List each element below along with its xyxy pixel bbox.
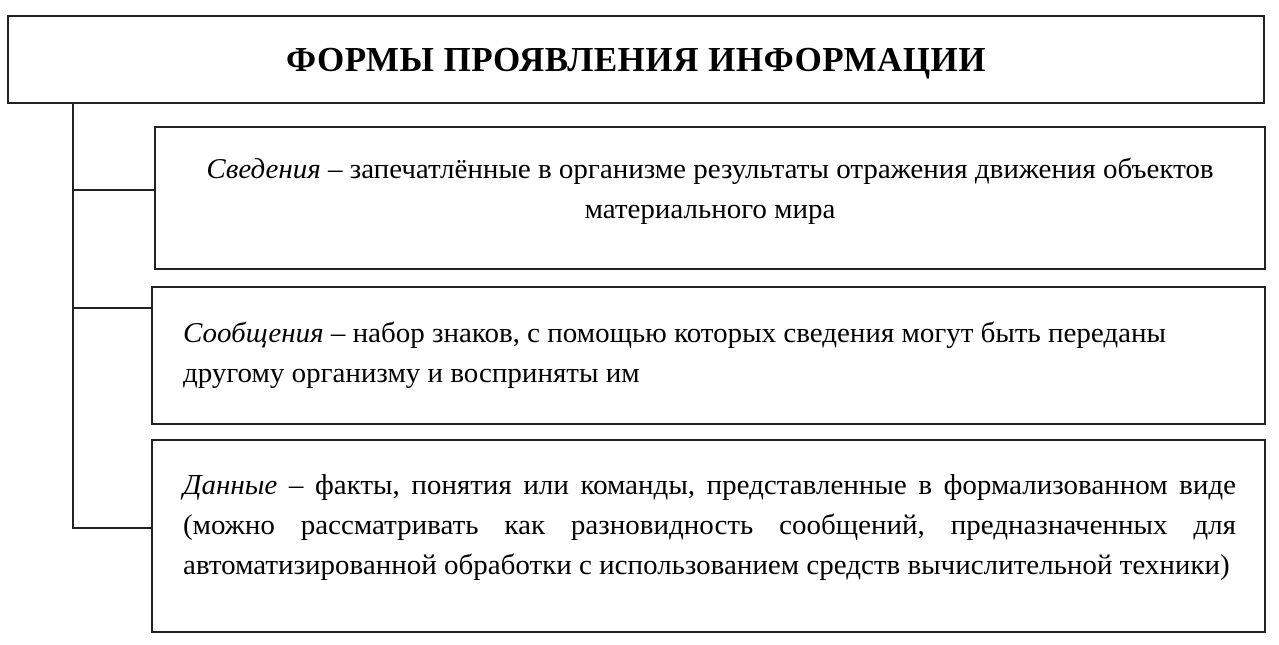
form-box-soobshcheniya [151,286,1266,425]
form-term: Сообщения [183,317,324,349]
connector-branch-2 [72,307,151,309]
connector-branch-1 [72,189,154,191]
form-box-svedeniya [154,126,1266,270]
form-term: Данные [183,469,278,501]
form-definition: – запечатлённые в организме результаты отражения движения объектов материального мира [320,153,1214,225]
diagram-title-box [7,15,1265,104]
connector-branch-3 [72,527,151,529]
form-definition: – набор знаков, с помощью которых сведения могут быть переданы другому организму и восприняты им [183,317,1167,389]
connector-vertical-line [72,104,74,529]
form-term: Сведения [206,153,321,185]
form-box-dannye [151,439,1266,633]
form-definition: – факты, понятия или команды, представленные в формализованном виде (можно рассматривать как разновидность сообщений, предназначенных для автоматизированной обработки с использованием средств вычислительной техники) [183,469,1236,581]
diagram-title: ФОРМЫ ПРОЯВЛЕНИЯ ИНФОРМАЦИИ [286,39,986,79]
